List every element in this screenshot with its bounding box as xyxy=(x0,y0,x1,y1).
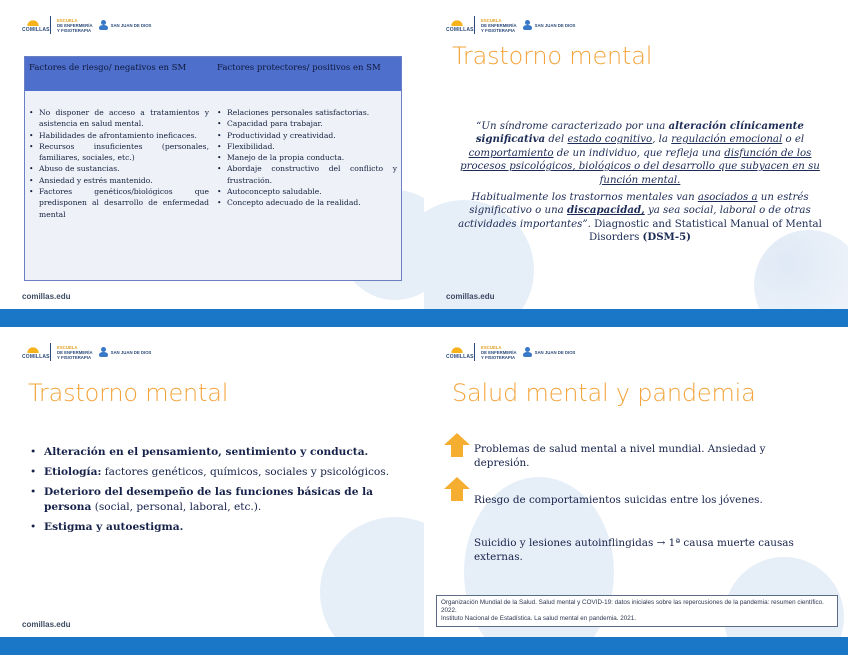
list-item: • No disponer de acceso a tratamientos y asistencia en salud mental. xyxy=(29,107,209,130)
pandemic-point: Riesgo de comportamientos suicidas entre los jóvenes. xyxy=(474,494,763,506)
slide-mental-disorder xyxy=(0,327,424,655)
list-item: • Ansiedad y estrés mantenido. xyxy=(29,175,209,186)
risk-column xyxy=(25,107,213,220)
sjd-icon xyxy=(523,20,532,30)
school-name: ESCUELA DE ENFERMERÍA Y FISIOTERAPIA xyxy=(57,344,93,360)
list-item: • Deterioro del desempeño de las funciones básicas de la persona (social, personal, laboral, etc.). xyxy=(28,485,400,513)
list-item: • Factores genéticos/biológicos que predisponen al desarrollo de enfermedad mental xyxy=(29,186,209,220)
footer-bar xyxy=(424,637,848,655)
factors-table xyxy=(24,56,402,281)
footer-bar xyxy=(0,637,424,655)
sjd-logo: SAN JUAN DE DIOS xyxy=(99,347,152,357)
reference: Instituto Nacional de Estadística. La salud mental en pandemia. 2021. xyxy=(441,615,636,622)
list-item: • Abuso de sustancias. xyxy=(29,163,209,174)
list-item: • Productividad y creatividad. xyxy=(217,130,397,141)
sjd-icon xyxy=(99,347,108,357)
list-item: • Alteración en el pensamiento, sentimiento y conducta. xyxy=(28,445,400,459)
sjd-logo: SAN JUAN DE DIOS xyxy=(523,347,576,357)
protect-column xyxy=(213,107,401,220)
pandemic-point: Problemas de salud mental a nivel mundial. Ansiedad y depresión. xyxy=(474,443,766,469)
comillas-logo-icon xyxy=(22,14,50,36)
list-item: • Abordaje constructivo del conflicto y frustración. xyxy=(217,163,397,186)
up-arrow-icon xyxy=(444,433,470,457)
reference: Organización Mundial de la Salud. Salud mental y COVID-19: datos iniciales sobre las repercusiones de la pandemia: resumen científico. 2022. xyxy=(441,599,824,614)
header-logo xyxy=(446,14,575,36)
sjd-logo: SAN JUAN DE DIOS xyxy=(523,20,576,30)
school-name: ESCUELA DE ENFERMERÍA Y FISIOTERAPIA xyxy=(481,17,517,33)
risk-column-header: Factores de riesgo/ negativos en SM xyxy=(29,63,187,73)
list-item: • Manejo de la propia conducta. xyxy=(217,152,397,163)
list-item: • Recursos insuficientes (personales, familiares, sociales, etc.) xyxy=(29,141,209,164)
sjd-icon xyxy=(523,347,532,357)
definition-quote: “Un síndrome caracterizado por una alteración clínicamente significativa del estado cognitivo, la regulación emocional o el comportamiento de un individuo, que refleja una disfunción de los procesos psicológicos, biológicos o del desarrollo que subyacen en su función mental. Habitualmente los trastornos mentales van asociados a un estrés significativo o una discapacidad, ya sea social, laboral o de otras actividades importantes”. Diagnostic and Statistical Manual of Mental Disorders (DSM-5) xyxy=(458,120,822,244)
header-logo xyxy=(446,341,575,363)
bullet-list xyxy=(28,445,400,540)
comillas-logo-icon: COMILLAS xyxy=(22,341,44,363)
list-item: • Relaciones personales satisfactorias. xyxy=(217,107,397,118)
list-item: • Concepto adecuado de la realidad. xyxy=(217,197,397,208)
footer-url: comillas.edu xyxy=(446,292,495,301)
pandemic-point: Suicidio y lesiones autoinflingidas → 1ª causa muerte causas externas. xyxy=(474,537,794,563)
header-logo xyxy=(22,341,151,363)
footer-url: comillas.edu xyxy=(22,292,71,301)
footer-bar xyxy=(0,309,424,327)
footer-url: comillas.edu xyxy=(22,620,71,629)
comillas-logo-icon: COMILLAS xyxy=(446,341,468,363)
school-name: ESCUELA DE ENFERMERÍA Y FISIOTERAPIA xyxy=(57,17,93,33)
list-item: • Etiología: factores genéticos, químicos, sociales y psicológicos. xyxy=(28,465,400,479)
table-header xyxy=(25,57,401,91)
sjd-icon xyxy=(99,20,108,30)
slide-definition xyxy=(424,0,848,327)
slide-title: Trastorno mental xyxy=(452,42,653,70)
list-item: • Habilidades de afrontamiento ineficaces. xyxy=(29,130,209,141)
protect-column-header: Factores protectores/ positivos en SM xyxy=(217,63,381,73)
school-name: ESCUELA DE ENFERMERÍA Y FISIOTERAPIA xyxy=(481,344,517,360)
list-item: • Estigma y autoestigma. xyxy=(28,520,400,534)
up-arrow-icon xyxy=(444,477,470,501)
references-box xyxy=(436,595,838,627)
sjd-logo: SAN JUAN DE DIOS xyxy=(99,20,152,30)
logo-word: COMILLAS xyxy=(22,27,50,33)
comillas-logo-icon: COMILLAS xyxy=(446,14,468,36)
list-item: • Autoconcepto saludable. xyxy=(217,186,397,197)
footer-bar xyxy=(424,309,848,327)
header-logo xyxy=(22,14,151,36)
slide-title: Salud mental y pandemia xyxy=(452,379,756,407)
slide-risk-factors xyxy=(0,0,424,327)
list-item: • Capacidad para trabajar. xyxy=(217,118,397,129)
slide-title: Trastorno mental xyxy=(28,379,229,407)
slide-pandemic xyxy=(424,327,848,655)
list-item: • Flexibilidad. xyxy=(217,141,397,152)
